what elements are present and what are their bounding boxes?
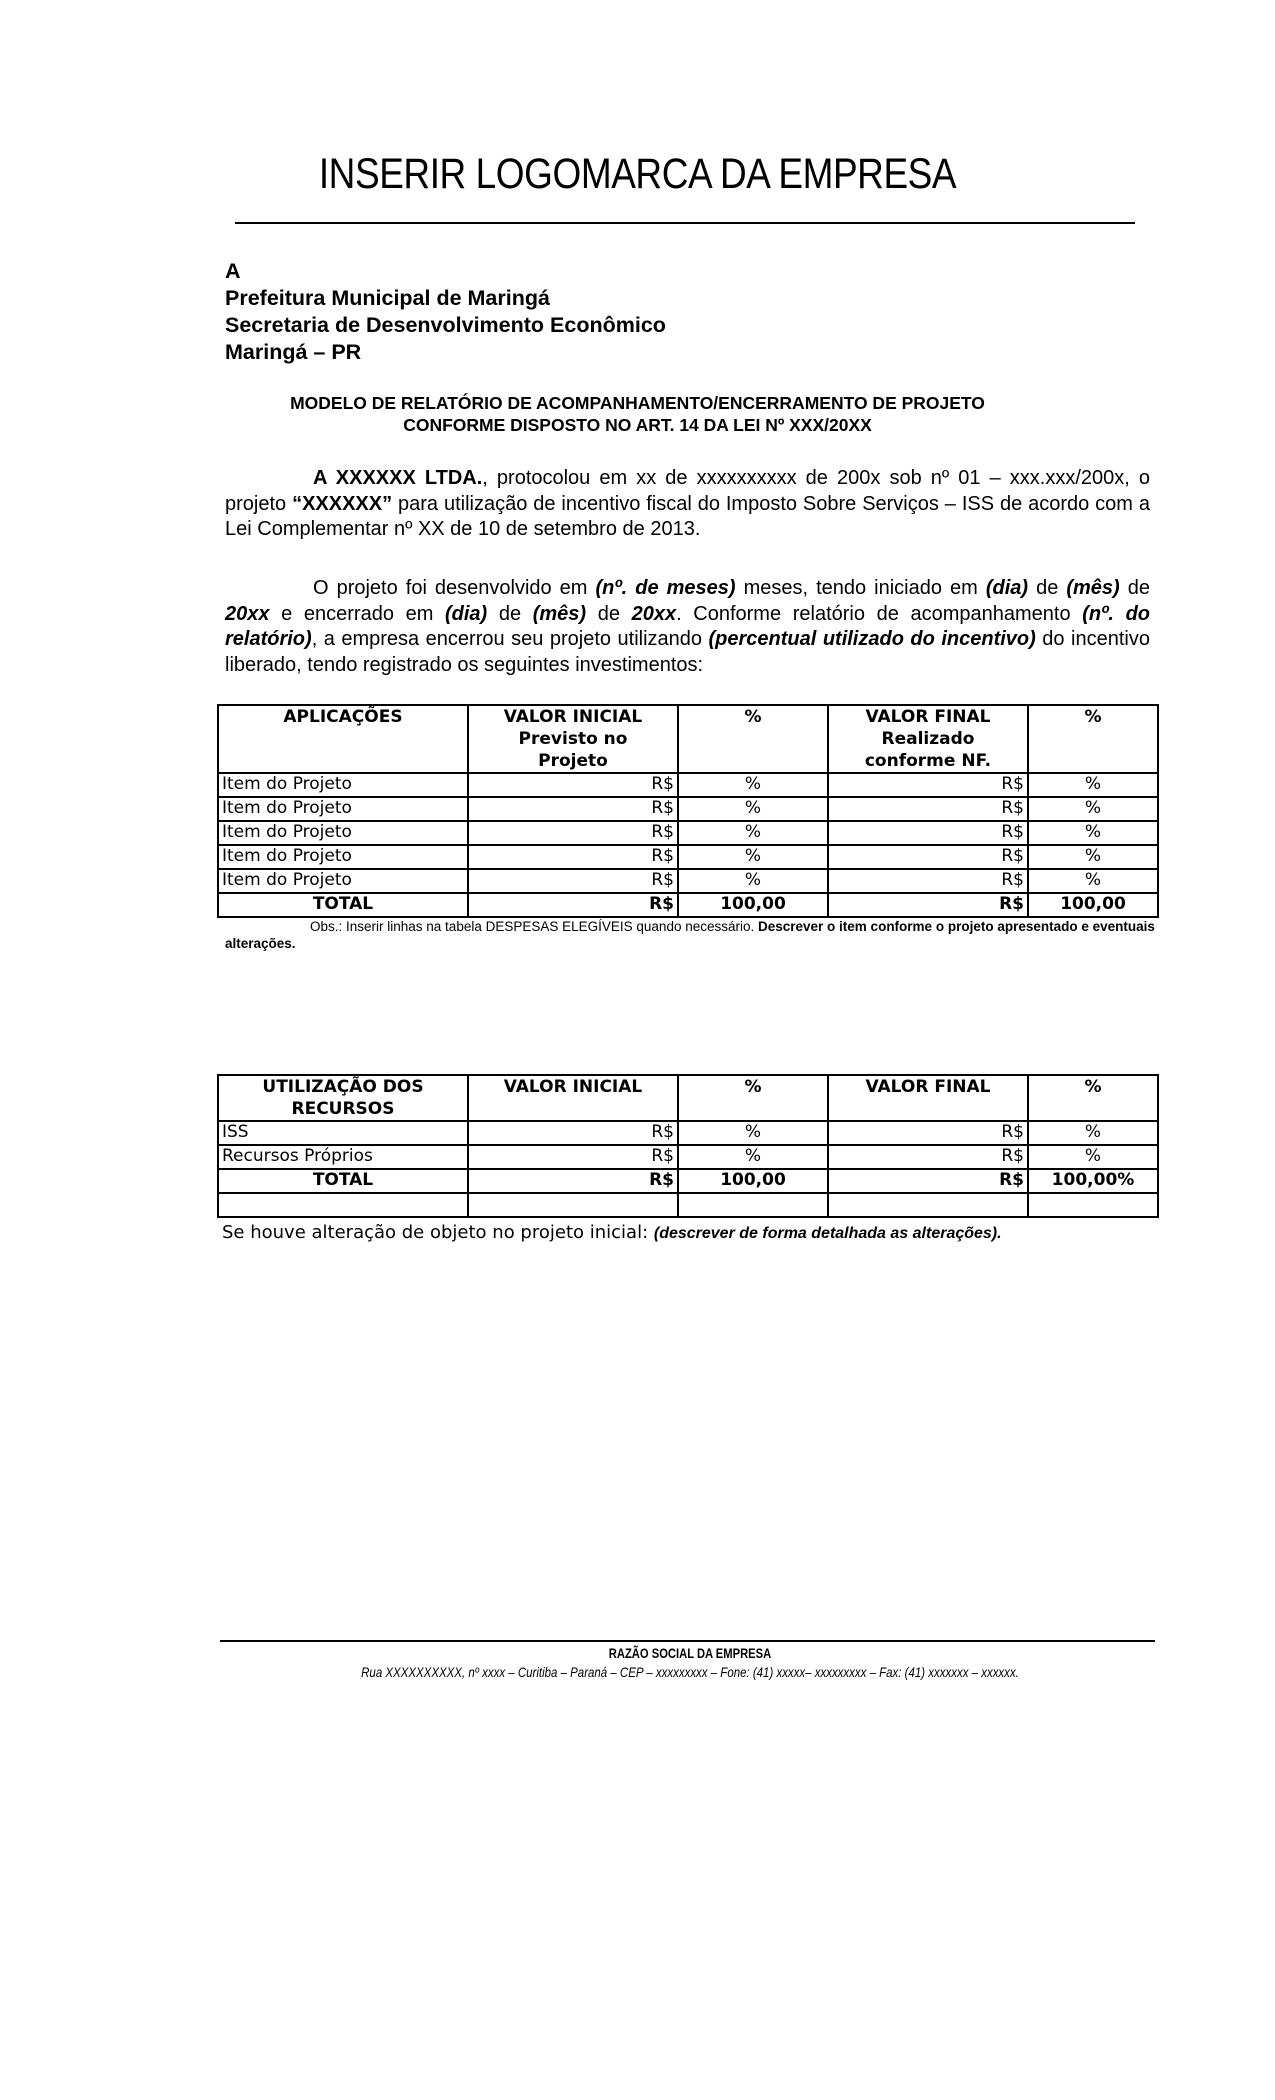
empty-cell[interactable] [218,1193,468,1217]
logo-placeholder: INSERIR LOGOMARCA DA EMPRESA [318,150,957,198]
applications-table [217,704,1159,918]
cell-total-final-percent: 100,00 [1028,893,1158,917]
cell-final-percent[interactable]: % [1028,797,1158,821]
recipient-line-3: Secretaria de Desenvolvimento Econômico [225,313,666,337]
paragraph-text: O projeto foi desenvolvido em [313,577,596,599]
header-final-percent: % [1028,705,1158,773]
paragraph-protocol [225,466,1150,543]
recipient-line-4: Maringá – PR [225,340,362,364]
field-end-year: 20xx [631,602,677,625]
document-title [0,392,1275,436]
header-line: VALOR INICIAL [503,707,643,727]
header-final-value: VALOR FINAL [828,1075,1028,1121]
cell-item[interactable]: Item do Projeto [218,821,468,845]
cell-final-percent[interactable]: % [1028,821,1158,845]
empty-cell[interactable] [678,1193,828,1217]
cell-initial-value[interactable]: R$ [468,821,678,845]
header-initial-value [468,705,678,773]
cell-initial-value[interactable]: R$ [468,1145,678,1169]
paragraph-text: de [1028,577,1067,599]
cell-total-initial-percent: 100,00 [678,893,828,917]
table-row [218,797,1158,821]
field-incentive-percent: (percentual utilizado do incentivo) [708,628,1036,650]
recipient-block [225,258,666,366]
cell-initial-percent[interactable]: % [678,773,828,797]
header-line: RECURSOS [291,1099,395,1119]
footer-company-name: RAZÃO SOCIAL DA EMPRESA [608,1645,772,1661]
table-header-row [218,705,1158,773]
cell-total-label: TOTAL [218,1169,468,1193]
header-initial-value: VALOR INICIAL [468,1075,678,1121]
cell-initial-value[interactable]: R$ [468,1121,678,1145]
cell-item[interactable]: Item do Projeto [218,845,468,869]
table-note [225,918,1155,952]
cell-final-percent[interactable]: % [1028,1121,1158,1145]
cell-initial-value[interactable]: R$ [468,797,678,821]
title-line-1: MODELO DE RELATÓRIO DE ACOMPANHAMENTO/ENCERRAMENTO DE PROJETO [290,393,985,413]
header-line: UTILIZAÇÃO DOS [262,1077,424,1097]
cell-total-initial-value[interactable]: R$ [468,893,678,917]
field-months: (nº. de meses) [595,577,736,599]
cell-final-percent[interactable]: % [1028,845,1158,869]
empty-cell[interactable] [468,1193,678,1217]
cell-initial-value[interactable]: R$ [468,845,678,869]
cell-total-final-percent: 100,00% [1028,1169,1158,1193]
project-name: “XXXXXX” [292,492,393,515]
table-total-row [218,893,1158,917]
table-empty-row [218,1193,1158,1217]
field-end-day: (dia) [444,602,488,625]
paragraph-text: , a empresa encerrou seu projeto utilizando [311,628,709,650]
cell-final-value[interactable]: R$ [828,797,1028,821]
cell-resource: ISS [218,1121,468,1145]
title-line-2: CONFORME DISPOSTO NO ART. 14 DA LEI Nº XXX/20XX [403,415,872,435]
field-start-year: 20xx [225,602,270,625]
cell-final-percent[interactable]: % [1028,869,1158,893]
table-header-row [218,1075,1158,1121]
header-final-percent: % [1028,1075,1158,1121]
cell-item[interactable]: Item do Projeto [218,869,468,893]
company-name: A XXXXXX LTDA. [313,467,483,489]
alteration-text: Se houve alteração de objeto no projeto inicial: [222,1222,654,1243]
header-initial-percent: % [678,1075,828,1121]
recipient-line-2: Prefeitura Municipal de Maringá [225,286,550,310]
cell-final-value[interactable]: R$ [828,1121,1028,1145]
table-row [218,1145,1158,1169]
empty-cell[interactable] [1028,1193,1158,1217]
header-divider [235,222,1135,224]
table-row [218,845,1158,869]
cell-final-percent[interactable]: % [1028,1145,1158,1169]
field-end-month: (mês) [532,602,587,625]
field-start-day: (dia) [985,577,1029,599]
paragraph-project-summary [225,576,1150,678]
header-line: Previsto no [518,729,628,749]
cell-total-initial-value[interactable]: R$ [468,1169,678,1193]
header-resource-use [218,1075,468,1121]
cell-initial-value[interactable]: R$ [468,869,678,893]
resources-table [217,1074,1159,1218]
header-line: conforme NF. [864,751,992,771]
cell-initial-percent[interactable]: % [678,869,828,893]
table-row [218,1121,1158,1145]
header-final-value [828,705,1028,773]
cell-item[interactable]: Item do Projeto [218,773,468,797]
alteration-note [222,1222,1002,1243]
cell-total-final-value[interactable]: R$ [828,893,1028,917]
cell-final-value[interactable]: R$ [828,869,1028,893]
cell-initial-value[interactable]: R$ [468,773,678,797]
table-total-row [218,1169,1158,1193]
alteration-hint: (descrever de forma detalhada as alterações). [653,1225,1002,1242]
paragraph-text: de [487,602,533,625]
note-text: Obs.: Inserir linhas na tabela DESPESAS ELEGÍVEIS quando necessário. [310,919,758,934]
cell-total-initial-percent: 100,00 [678,1169,828,1193]
paragraph-text: de [586,602,632,625]
cell-initial-percent[interactable]: % [678,845,828,869]
header-line: VALOR FINAL [865,707,991,727]
table-row [218,869,1158,893]
cell-item[interactable]: Item do Projeto [218,797,468,821]
cell-final-value[interactable]: R$ [828,821,1028,845]
header-initial-percent: % [678,705,828,773]
cell-initial-percent[interactable]: % [678,1121,828,1145]
cell-final-value[interactable]: R$ [828,773,1028,797]
paragraph-text: para utilização de incentivo fiscal do Imposto Sobre Serviços – ISS de acordo com a Lei Complementar nº XX de 10 de setembro de 2013. [225,492,1150,540]
paragraph-text: meses, tendo iniciado em [735,577,986,599]
field-start-month: (mês) [1066,577,1120,599]
cell-total-final-value[interactable]: R$ [828,1169,1028,1193]
footer-divider [220,1640,1155,1642]
cell-final-percent[interactable]: % [1028,773,1158,797]
footer-address: Rua XXXXXXXXXX, nº xxxx – Curitiba – Paraná – CEP – xxxxxxxxx – Fone: (41) xxxxx– xxxxxxxxx – Fax: (41) xxxxxxx – xxxxxx. [361,1664,1019,1680]
header-line: Projeto [538,751,608,771]
cell-initial-percent[interactable]: % [678,1145,828,1169]
header-line: Realizado [881,729,975,749]
paragraph-text: , protocolou em xx de xxxxxxxxxx de 200x sob nº 01 – xxx.xxx/200x, o projeto [225,467,1150,515]
paragraph-text: de [1119,577,1150,599]
cell-initial-percent[interactable]: % [678,821,828,845]
empty-cell[interactable] [828,1193,1028,1217]
table-row [218,773,1158,797]
cell-final-value[interactable]: R$ [828,845,1028,869]
cell-initial-percent[interactable]: % [678,797,828,821]
table-row [218,821,1158,845]
cell-resource: Recursos Próprios [218,1145,468,1169]
note-instruction: Descrever o item conforme o projeto apresentado e eventuais alterações. [225,919,1155,951]
cell-final-value[interactable]: R$ [828,1145,1028,1169]
header-applications: APLICAÇÕES [218,705,468,773]
recipient-line-1: A [225,259,241,283]
field-report-number: (nº. do relatório) [225,602,1151,650]
cell-total-label: TOTAL [218,893,468,917]
paragraph-text: do incentivo liberado, tendo registrado os seguintes investimentos: [225,628,1150,676]
paragraph-text: . Conforme relatório de acompanhamento [676,602,1083,625]
paragraph-text: e encerrado em [269,602,445,625]
